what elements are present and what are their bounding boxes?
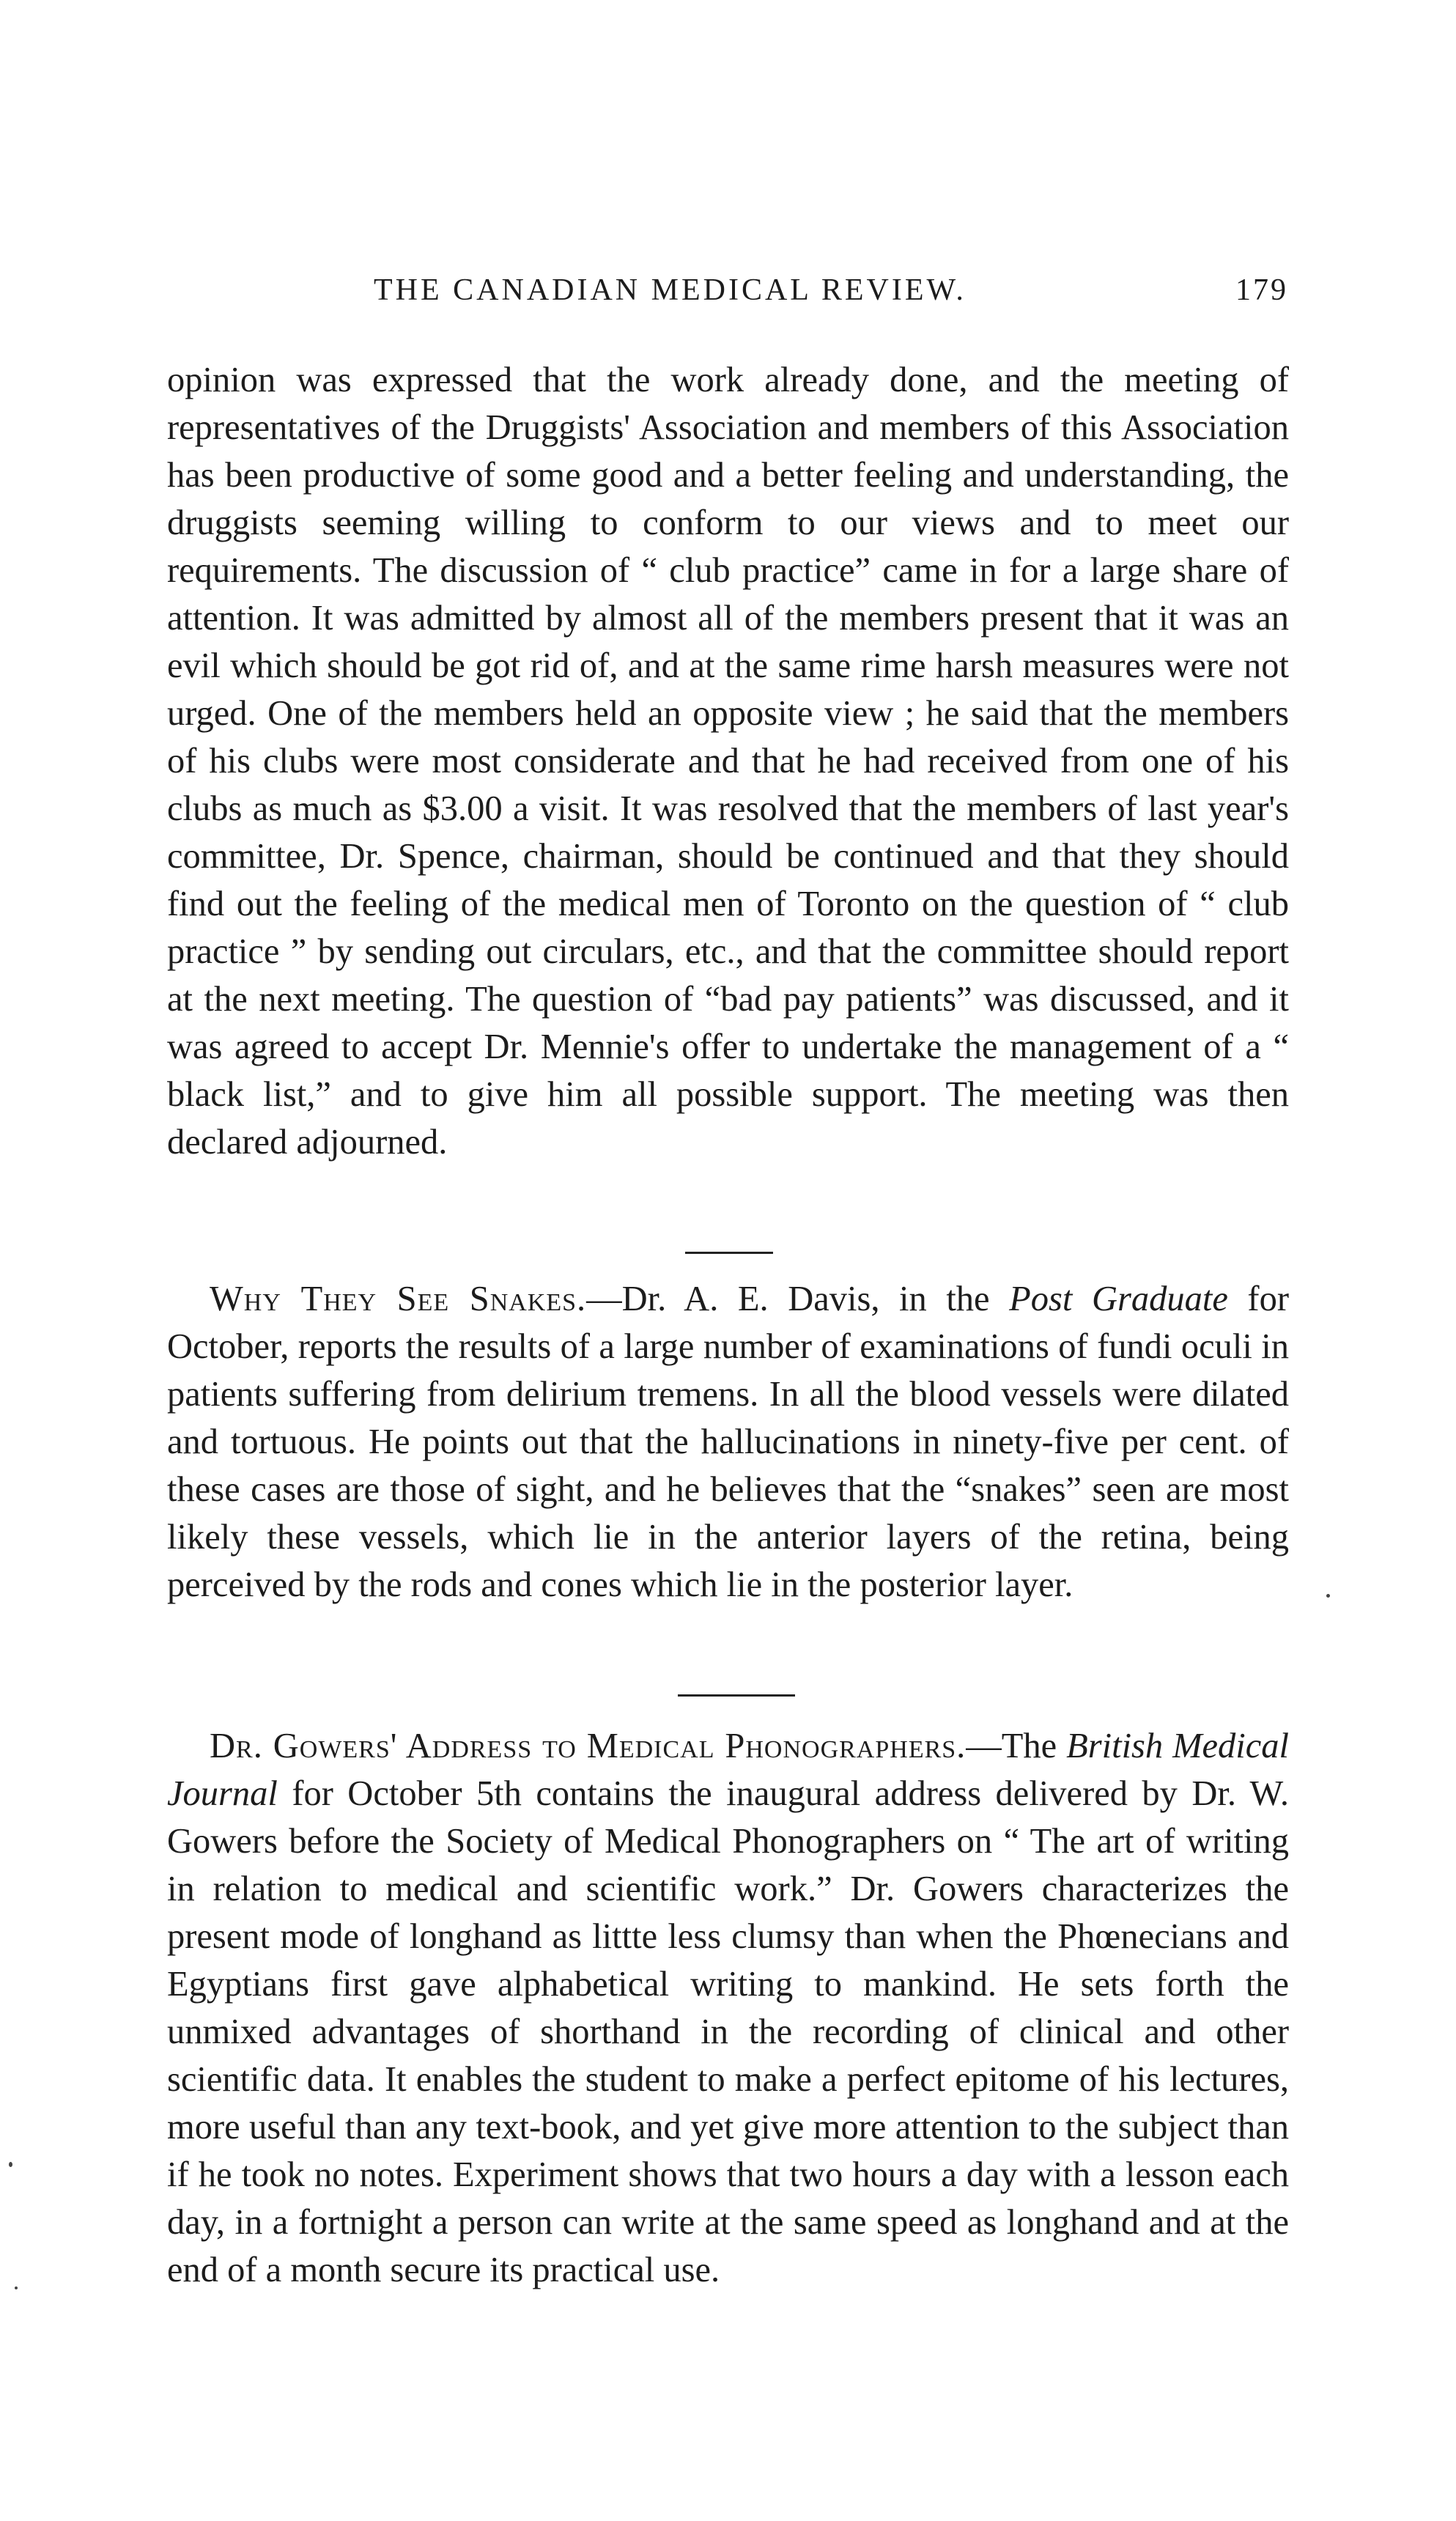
paragraph-phonographers — [167, 1722, 1289, 2294]
section-heading: Why They See Snakes. — [210, 1280, 587, 1318]
paragraph-snakes — [167, 1275, 1289, 1609]
section-divider — [678, 1694, 795, 1697]
page-number: 179 — [1235, 273, 1288, 307]
paragraph-body — [167, 1722, 1289, 2294]
lead-text: The — [1001, 1727, 1067, 1765]
paragraph-body — [167, 1275, 1289, 1609]
paragraph-text: opinion was expressed that the work already done, and the meeting of representatives of the Druggists' Association and members of this Association has been productive of some good and a better feeling and understanding, the druggists seeming willing to conform to our views and to meet our requirements. The discussion of “ club practice” came in for a large share of attention. It was admitted by almost all of the members present that it was an evil which should be got rid of, and at the same rime harsh measures were not urged. One of the members held an opposite view ; he said that the members of his clubs were most considerate and that he had received from one of his clubs as much as $3.00 a visit. It was resolved that the members of last year's committee, Dr. Spence, chairman, should be continued and that they should find out the feeling of the medical men of Toronto on the question of “ club practice ” by sending out circulars, etc., and that the committee should report at the next meeting. The question of “bad pay patients” was discussed, and it was agreed to accept Dr. Mennie's offer to undertake the management of a “ black list,” and to give him all possible support. The meeting was then declared adjourned. — [167, 361, 1289, 1162]
lead-text: Dr. A. E. Davis, in the — [621, 1280, 1010, 1318]
section-heading: Dr. Gowers' Address to Medical Phonographers. — [210, 1727, 967, 1765]
paragraph-text: for October 5th contains the inaugural address delivered by Dr. W. Gowers before the Society of Medical Phonographers on “ The art of writing in relation to medical and scientific work.” Dr. Gowers characterizes the present mode of longhand as littte less clumsy than when the Phœnecians and Egyptians first gave alphabetical writing to mankind. He sets forth the unmixed advantages of shorthand in the recording of clinical and other scientific data. It enables the student to make a perfect epitome of his lectures, more useful than any text-book, and yet give more attention to the subject than if he took no notes. Experiment shows that two hours a day with a lesson each day, in a fortnight a person can write at the same speed as longhand and at the end of a month secure its practical use. — [167, 1774, 1289, 2289]
scan-speck — [15, 2286, 18, 2289]
journal-title: THE CANADIAN MEDICAL REVIEW. — [374, 273, 967, 307]
scan-speck — [1326, 1594, 1330, 1598]
heading-dash: — — [586, 1280, 622, 1318]
publication-title: Post Graduate — [1009, 1280, 1228, 1318]
publication-title: British Medical Journal — [167, 1727, 1289, 1813]
section-divider — [685, 1252, 773, 1254]
paragraph-text: for October, reports the results of a large number of examinations of fundi oculi in patients suffering from delirium tremens. In all the blood vessels were dilated and tortuous. He points out that the hallucinations in ninety-five per cent. of these cases are those of sight, and he believes that the “snakes” seen are most likely these vessels, which lie in the anterior layers of the retina, being perceived by the rods and cones which lie in the posterior layer. — [167, 1280, 1289, 1604]
running-head — [169, 273, 1288, 324]
scan-speck — [9, 2162, 12, 2167]
heading-dash: — — [966, 1727, 1002, 1765]
paragraph-club-practice — [167, 356, 1289, 1166]
